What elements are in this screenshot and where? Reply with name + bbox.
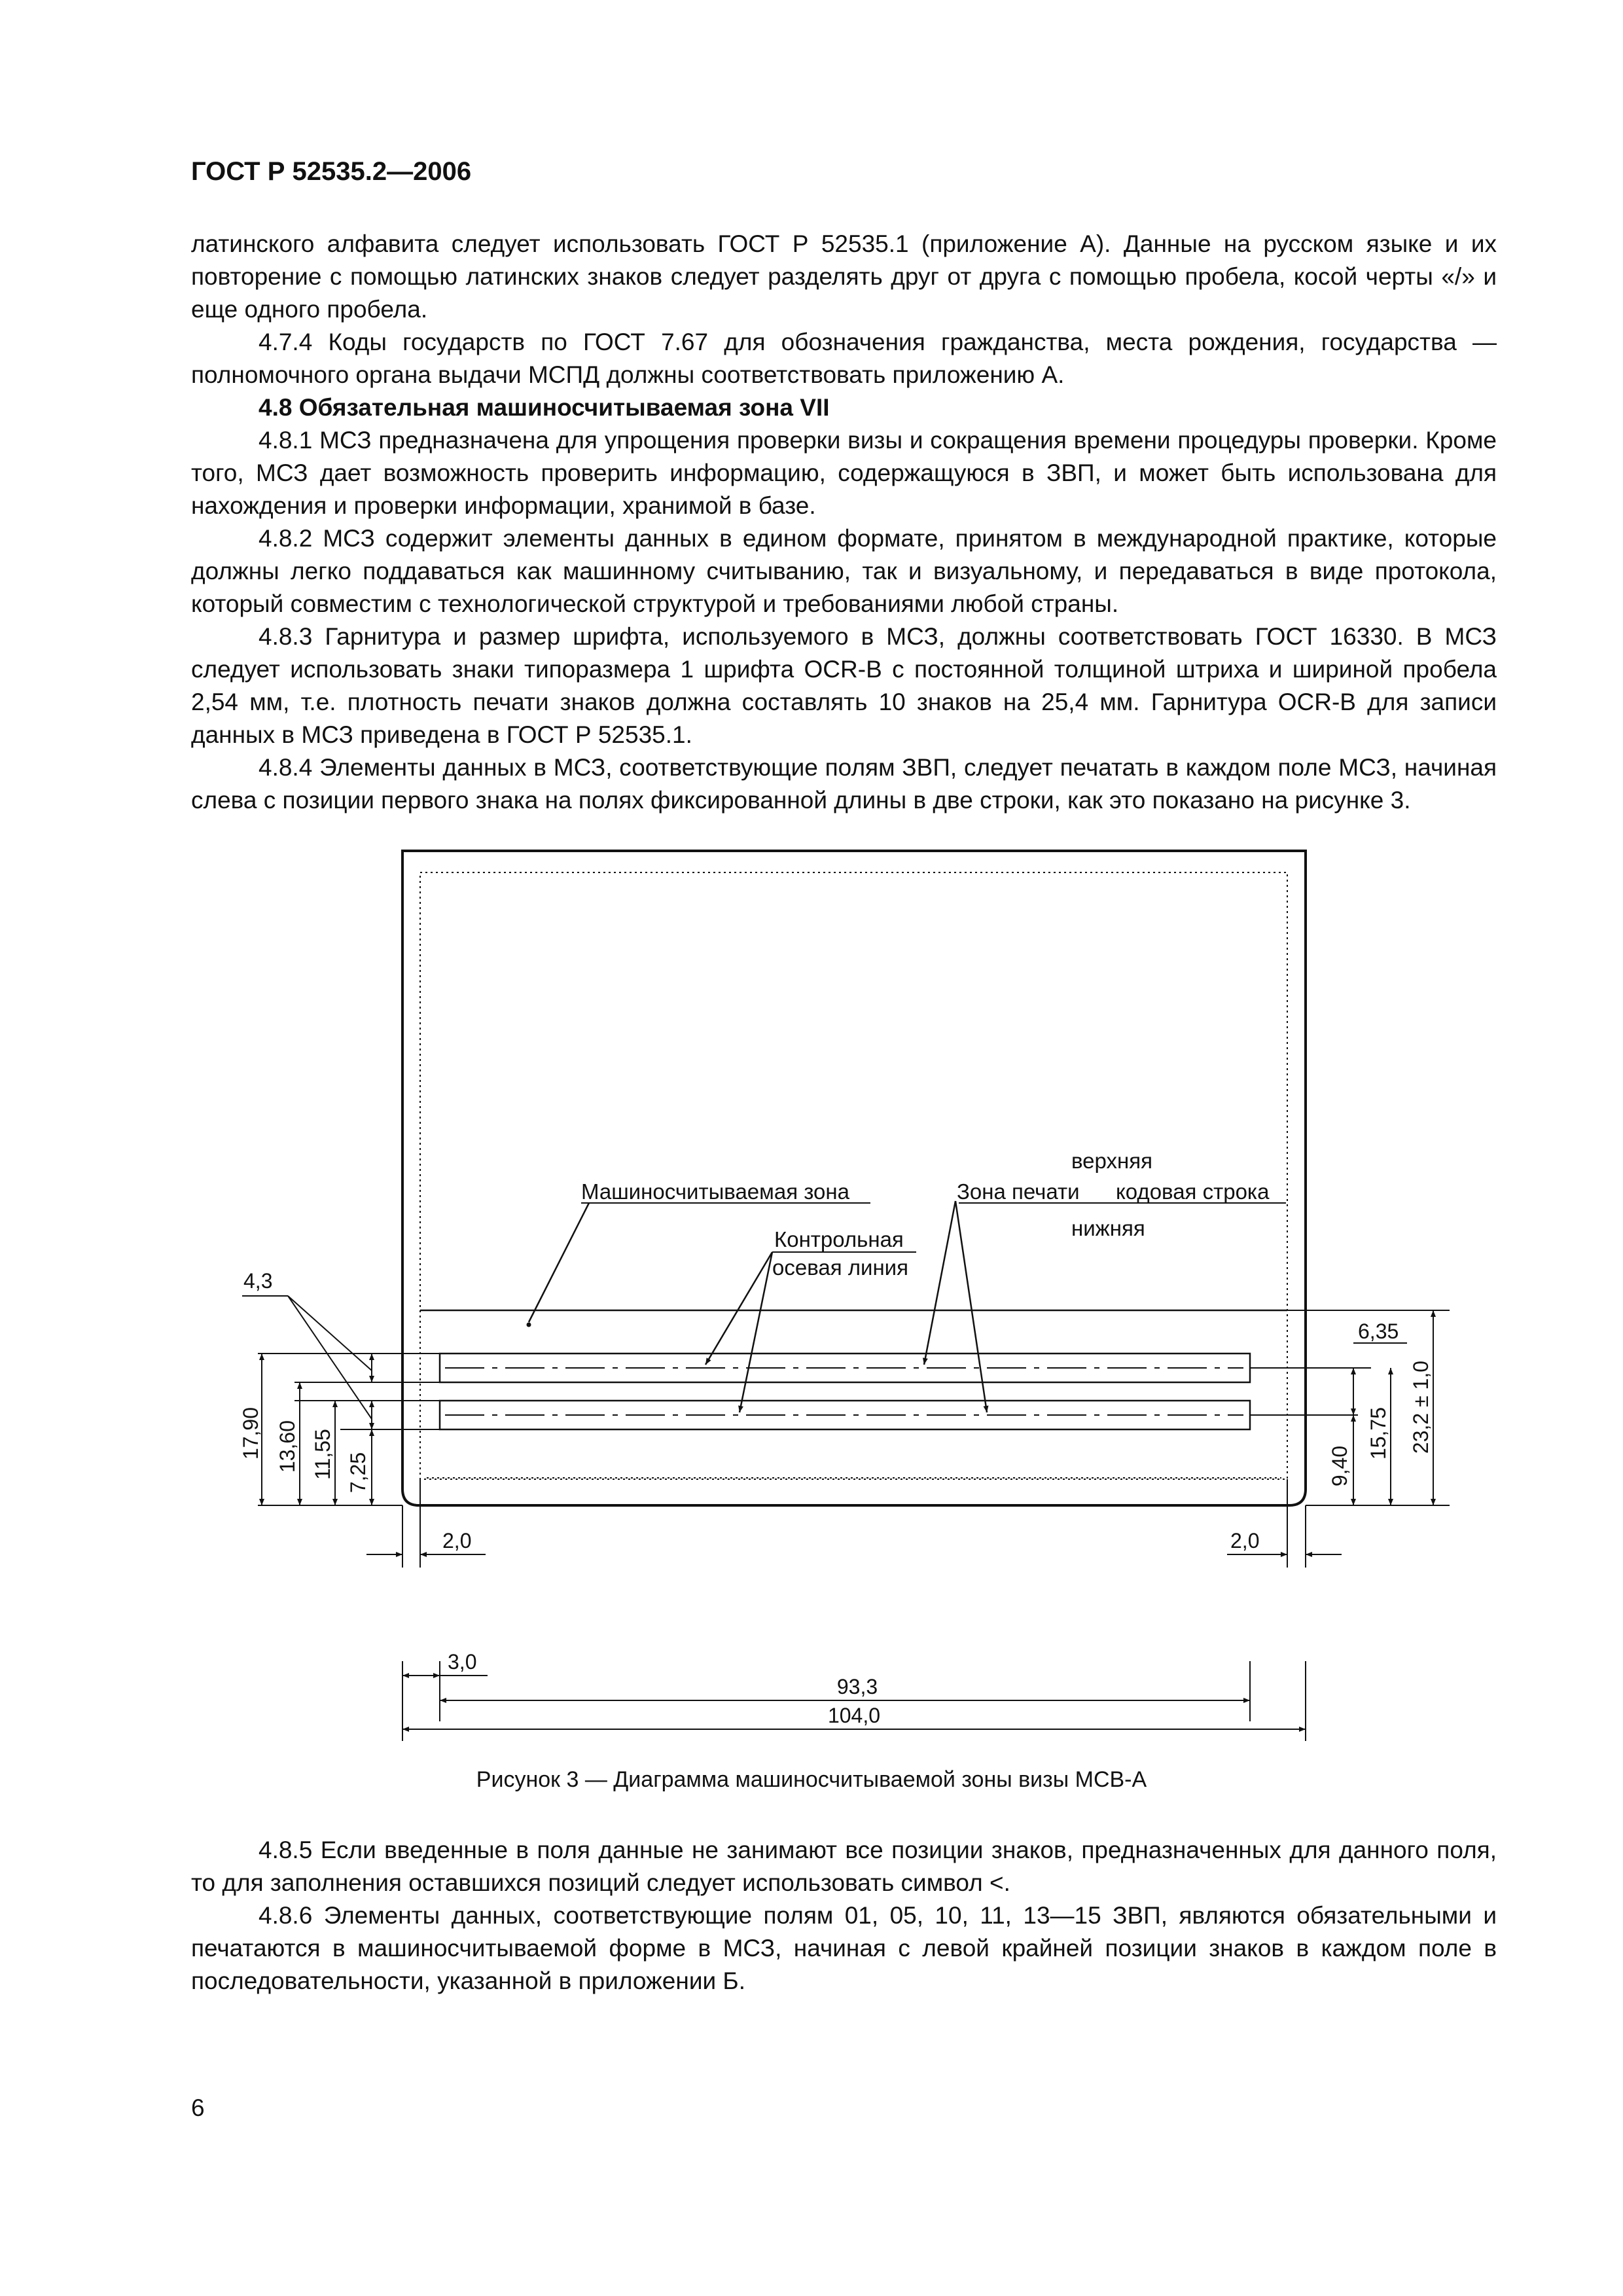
paragraph-4-8-2: 4.8.2 МСЗ содержит элементы данных в едином формате, принятом в международной практике, которые должны легко поддаваться как машинному считыванию, так и визуальному, и передаваться в виде протокола, который совместим с технологической структурой и требованиями любой страны. xyxy=(191,525,1497,617)
paragraph-4-8-4: 4.8.4 Элементы данных в МСЗ, соответствующие полям ЗВП, следует печатать в каждом поле МСЗ, начиная слева с позиции первого знака на полях фиксированной длины в две строки, как это показано на рисунке 3. xyxy=(191,754,1497,814)
dim-93-3: 93,3 xyxy=(836,1675,878,1698)
dim-7-25: 7,25 xyxy=(346,1452,370,1494)
label-mrz: Машиносчитываемая зона xyxy=(581,1179,849,1204)
dim-23-2: 23,2 ± 1,0 xyxy=(1409,1360,1433,1454)
paragraph-4-8-6: 4.8.6 Элементы данных, соответствующие полям 01, 05, 10, 11, 13—15 ЗВП, являются обязательными и печатаются в машиносчитываемой форме в МСЗ, начиная с левой крайней позиции знаков в каждом поле в последовательности, указанной в приложении Б. xyxy=(191,1902,1497,1994)
label-upper: верхняя xyxy=(1071,1149,1152,1173)
document-header: ГОСТ Р 52535.2—2006 xyxy=(191,157,472,186)
dim-2-0-right: 2,0 xyxy=(1230,1529,1260,1552)
label-code-line: кодовая строка xyxy=(1116,1179,1270,1204)
label-print-zone: Зона печати xyxy=(957,1179,1080,1204)
section-heading-4-8: 4.8 Обязательная машиносчитываемая зона VII xyxy=(259,394,830,421)
dim-9-40: 9,40 xyxy=(1328,1445,1351,1487)
label-lower: нижняя xyxy=(1071,1216,1145,1240)
visa-outline xyxy=(402,851,1306,1505)
dim-3-0: 3,0 xyxy=(448,1650,477,1674)
dim-4-3: 4,3 xyxy=(243,1269,273,1293)
paragraph-4-7-4: 4.7.4 Коды государств по ГОСТ 7.67 для обозначения гражданства, места рождения, государства — полномочного органа выдачи МСПД должны соответствовать приложению А. xyxy=(191,329,1497,388)
page-number: 6 xyxy=(191,2094,205,2121)
body-text-bottom xyxy=(191,1834,1497,1998)
paragraph-4-8-3: 4.8.3 Гарнитура и размер шрифта, используемого в МСЗ, должны соответствовать ГОСТ 16330. В МСЗ следует использовать знаки типоразмера 1 шрифта OCR-B с постоянной толщиной штриха и шириной пробела 2,54 мм, т.е. плотность печати знаков должна составлять 10 знаков на 25,4 мм. Гарнитура OCR-B для записи данных в МСЗ приведена в ГОСТ Р 52535.1. xyxy=(191,623,1497,748)
figure-caption: Рисунок 3 — Диаграмма машиносчитываемой зоны визы МСВ-А xyxy=(476,1767,1147,1792)
dim-11-55: 11,55 xyxy=(311,1429,334,1480)
label-control-1: Контрольная xyxy=(774,1227,904,1251)
paragraph-4-8-1: 4.8.1 МСЗ предназначена для упрощения проверки визы и сокращения времени процедуры проверки. Кроме того, МСЗ дает возможность проверить информацию, содержащуюся в ЗВП, и может быть использована для нахождения и проверки информации, хранимой в базе. xyxy=(191,427,1497,519)
paragraph: латинского алфавита следует использовать ГОСТ Р 52535.1 (приложение А). Данные на русском языке и их повторение с помощью латинских знаков следует разделять друг от друга с помощью пробела, косой черты «/» и еще одного пробела. xyxy=(191,230,1497,323)
visa-inner-border xyxy=(420,872,1287,1479)
dim-13-60: 13,60 xyxy=(276,1420,299,1473)
label-control-2: осевая линия xyxy=(772,1255,908,1280)
dim-15-75: 15,75 xyxy=(1366,1407,1390,1460)
dim-2-0-left: 2,0 xyxy=(442,1529,472,1552)
dim-6-35: 6,35 xyxy=(1358,1319,1399,1343)
dim-17-90: 17,90 xyxy=(239,1407,262,1460)
dim-104-0: 104,0 xyxy=(827,1704,881,1727)
paragraph-4-8-5: 4.8.5 Если введенные в поля данные не занимают все позиции знаков, предназначенных для данного поля, то для заполнения оставшихся позиций следует использовать символ <. xyxy=(191,1837,1497,1896)
